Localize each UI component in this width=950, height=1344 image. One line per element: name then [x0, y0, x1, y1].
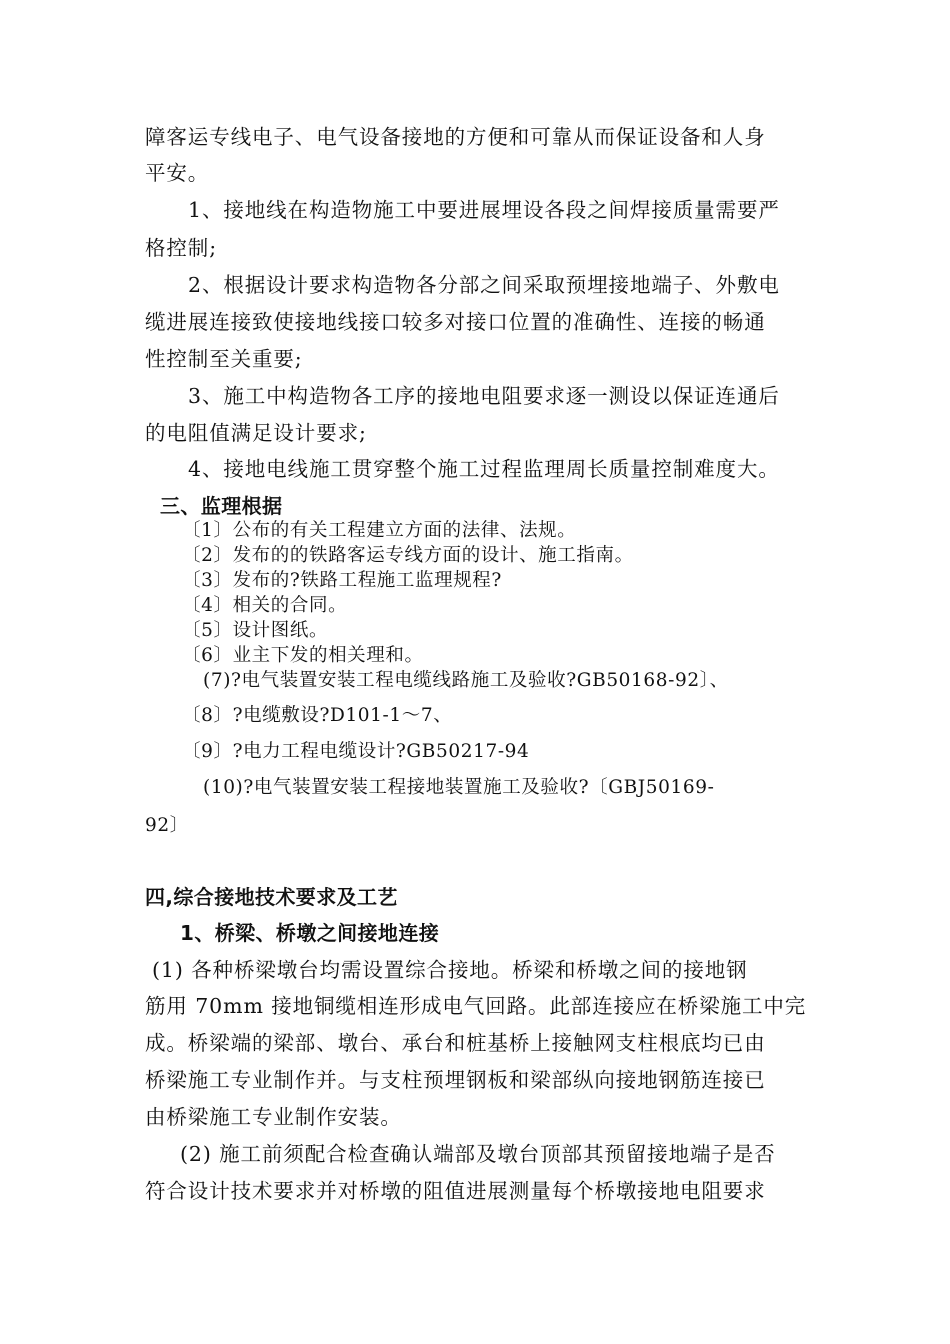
section-4-heading: 四,综合接地技术要求及工艺: [145, 885, 398, 909]
para-1-line-1: (1) 各种桥梁墩台均需设置综合接地。桥梁和桥墩之间的接地钢: [152, 958, 748, 982]
para-1-line-5: 由桥梁施工专业制作安装。: [145, 1105, 402, 1129]
difficulty-3-line-1: 3、施工中构造物各工序的接地电阻要求逐一测设以保证连通后: [188, 384, 780, 408]
section-3-heading: 三、监理根据: [160, 494, 283, 518]
difficulty-3-line-2: 的电阻值满足设计要求;: [145, 421, 367, 445]
basis-item-6: 〔6〕业主下发的相关理和。: [182, 645, 424, 666]
para-1-line-2: 筋用 70mm 接地铜缆相连形成电气回路。此部连接应在桥梁施工中完: [145, 994, 807, 1018]
basis-item-1: 〔1〕公布的有关工程建立方面的法律、法规。: [182, 520, 577, 541]
difficulty-1-line-1: 1、接地线在构造物施工中要进展埋设各段之间焊接质量需要严: [188, 198, 780, 222]
intro-line-2: 平安。: [145, 161, 210, 185]
para-1-line-3: 成。桥梁端的梁部、墩台、承台和桩基桥上接触网支柱根底均已由: [145, 1031, 766, 1055]
subsection-1-heading: 1、桥梁、桥墩之间接地连接: [180, 921, 440, 945]
basis-item-10-line-2: 92〕: [145, 815, 189, 836]
para-1-line-4: 桥梁施工专业制作并。与支柱预埋钢板和梁部纵向接地钢筋连接已: [145, 1068, 766, 1092]
basis-item-2: 〔2〕发布的的铁路客运专线方面的设计、施工指南。: [182, 545, 634, 566]
difficulty-2-line-1: 2、根据设计要求构造物各分部之间采取预埋接地端子、外敷电: [188, 273, 780, 297]
para-2-line-2: 符合设计技术要求并对桥墩的阻值进展测量每个桥墩接地电阻要求: [145, 1179, 766, 1203]
basis-item-8: 〔8〕?电缆敷设?D101-1～7、: [182, 705, 453, 726]
basis-item-3: 〔3〕发布的?铁路工程施工监理规程?: [182, 570, 502, 591]
basis-item-5: 〔5〕设计图纸。: [182, 620, 329, 641]
difficulty-1-line-2: 格控制;: [145, 236, 218, 260]
basis-item-10-line-1: (10)?电气装置安装工程接地装置施工及验收?〔GBJ50169-: [203, 777, 715, 798]
basis-item-7: (7)?电气装置安装工程电缆线路施工及验收?GB50168-92〕、: [203, 670, 729, 691]
difficulty-4-line-1: 4、接地电线施工贯穿整个施工过程监理周长质量控制难度大。: [188, 457, 780, 481]
para-2-line-1: (2) 施工前须配合检查确认端部及墩台顶部其预留接地端子是否: [180, 1142, 776, 1166]
basis-item-4: 〔4〕相关的合同。: [182, 595, 348, 616]
intro-line-1: 障客运专线电子、电气设备接地的方便和可靠从而保证设备和人身: [145, 125, 766, 149]
difficulty-2-line-2: 缆进展连接致使接地线接口较多对接口位置的准确性、连接的畅通: [145, 310, 766, 334]
difficulty-2-line-3: 性控制至关重要;: [145, 347, 303, 371]
basis-item-9: 〔9〕?电力工程电缆设计?GB50217-94: [182, 741, 530, 762]
